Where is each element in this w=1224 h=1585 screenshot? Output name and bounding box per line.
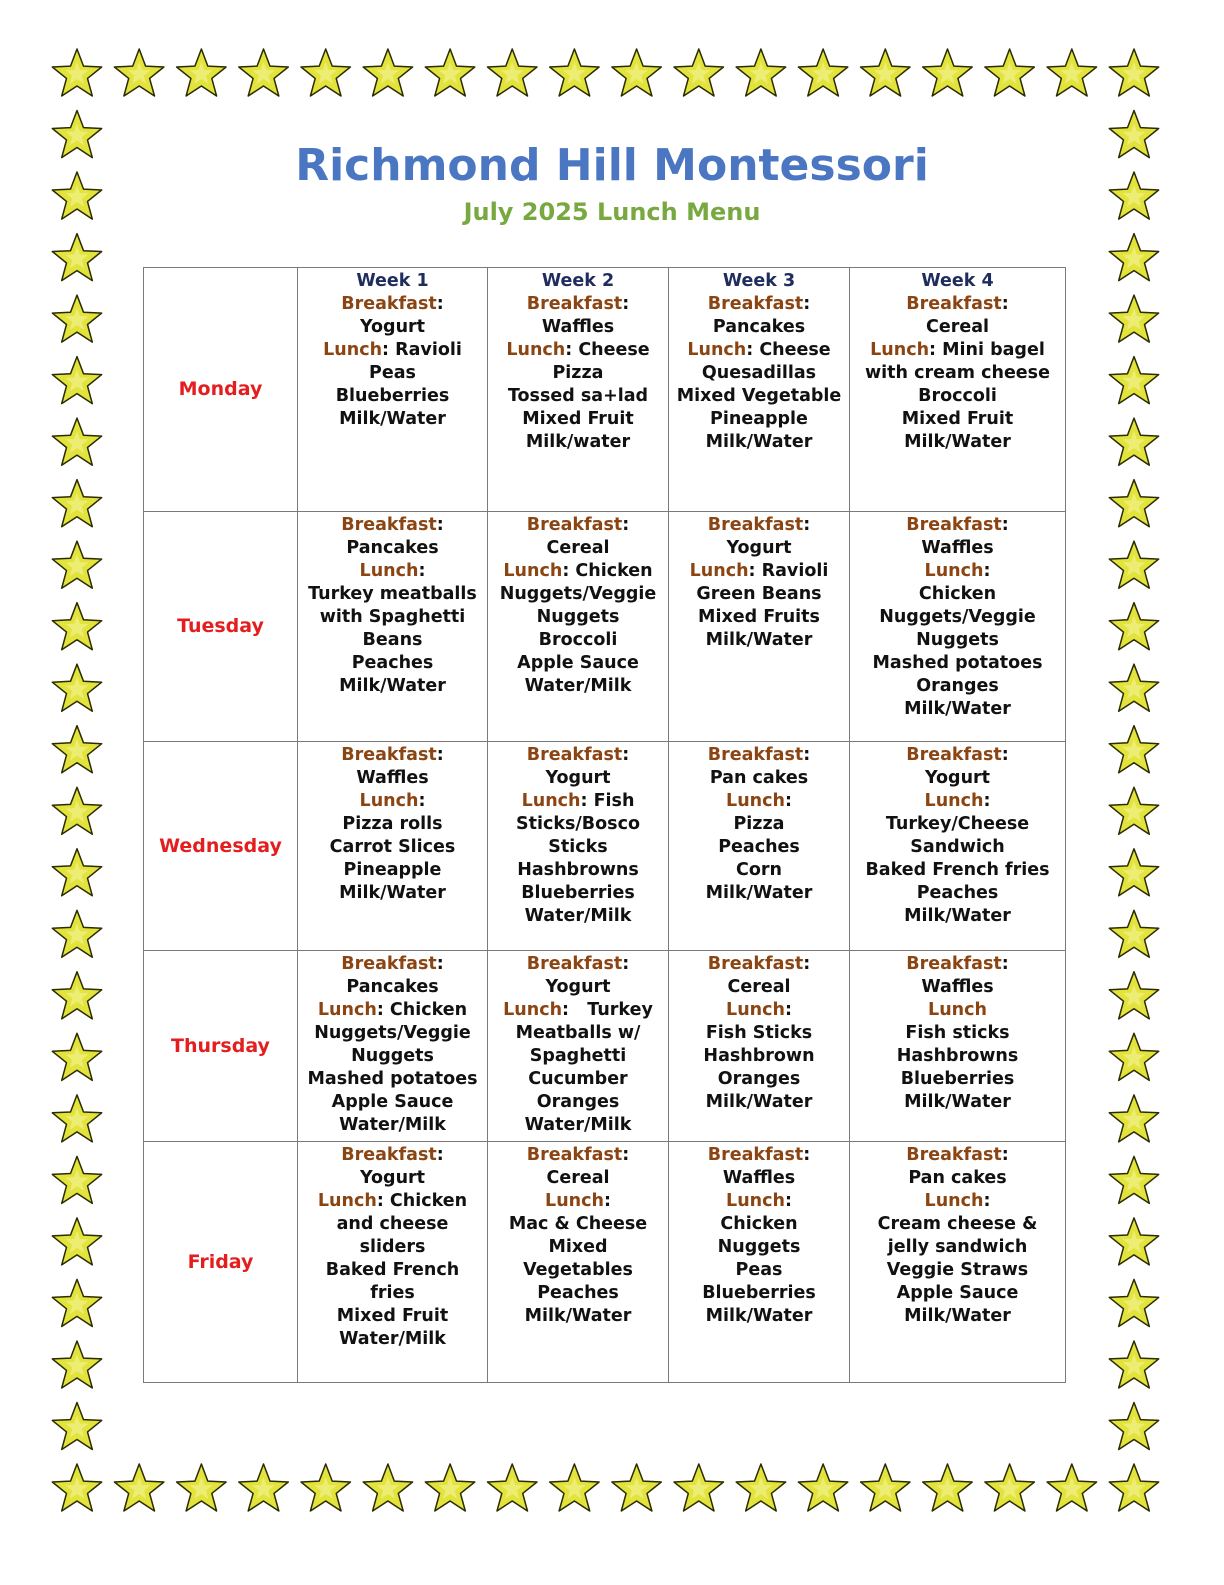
lunch-item: Veggie Straws bbox=[886, 1260, 1029, 1280]
lunch-label: Lunch bbox=[521, 791, 581, 811]
breakfast-heading bbox=[669, 1144, 849, 1167]
lunch-heading bbox=[298, 999, 487, 1022]
breakfast-label-suffix: : bbox=[803, 954, 811, 974]
lunch-heading bbox=[850, 339, 1065, 362]
page-subtitle: July 2025 Lunch Menu bbox=[463, 198, 761, 226]
lunch-item: Nuggets/Veggie bbox=[314, 1023, 471, 1043]
breakfast-label: Breakfast bbox=[526, 745, 623, 765]
breakfast-label: Breakfast bbox=[341, 515, 437, 535]
lunch-item: Mixed Vegetable bbox=[676, 386, 842, 406]
lunch-label: Lunch bbox=[359, 791, 419, 811]
lunch-label-suffix: : Cheese bbox=[565, 340, 650, 360]
breakfast-item: Yogurt bbox=[726, 538, 792, 558]
lunch-item: with cream cheese bbox=[865, 363, 1050, 383]
lunch-label: Lunch bbox=[928, 1000, 987, 1020]
breakfast-item: Pancakes bbox=[346, 538, 439, 558]
breakfast-label-suffix: : bbox=[1001, 294, 1009, 314]
breakfast-label-suffix: : bbox=[622, 954, 630, 974]
lunch-item: Blueberries bbox=[335, 386, 450, 406]
menu-cell bbox=[669, 268, 850, 512]
lunch-item: Corn bbox=[736, 860, 782, 880]
breakfast-heading bbox=[488, 514, 668, 537]
breakfast-label-suffix: : bbox=[436, 515, 444, 535]
lunch-label: Lunch bbox=[359, 561, 419, 581]
page-title: Richmond Hill Montessori bbox=[295, 140, 929, 191]
lunch-label: Lunch bbox=[870, 340, 930, 360]
breakfast-label-suffix: : bbox=[622, 294, 630, 314]
lunch-item: Hashbrown bbox=[703, 1046, 815, 1066]
day-label: Thursday bbox=[144, 951, 298, 1142]
lunch-item: Water/Milk bbox=[524, 676, 632, 696]
breakfast-item: Pancakes bbox=[712, 317, 806, 337]
week-header: Week 1 bbox=[356, 271, 429, 291]
breakfast-label: Breakfast bbox=[707, 745, 804, 765]
lunch-item: Milk/Water bbox=[904, 1306, 1011, 1326]
lunch-item: Carrot Slices bbox=[329, 837, 456, 857]
menu-cell bbox=[298, 742, 488, 951]
lunch-label-suffix: : bbox=[983, 561, 991, 581]
lunch-label: Lunch bbox=[924, 561, 984, 581]
breakfast-heading bbox=[850, 293, 1065, 316]
menu-row-friday bbox=[144, 1142, 1066, 1383]
breakfast-item: Waffles bbox=[921, 977, 994, 997]
lunch-item: with Spaghetti bbox=[319, 607, 466, 627]
lunch-heading bbox=[488, 560, 668, 583]
menu-cell bbox=[669, 742, 850, 951]
menu-cell bbox=[298, 512, 488, 742]
breakfast-label-suffix: : bbox=[1001, 745, 1009, 765]
lunch-heading bbox=[669, 339, 849, 362]
breakfast-heading bbox=[850, 744, 1065, 767]
week-header: Week 2 bbox=[541, 271, 615, 291]
lunch-item: Nuggets bbox=[916, 630, 999, 650]
lunch-item: Milk/Water bbox=[339, 676, 446, 696]
lunch-item: Milk/Water bbox=[904, 432, 1011, 452]
lunch-label-suffix: : Ravioli bbox=[382, 340, 462, 360]
lunch-item: Chicken bbox=[720, 1214, 798, 1234]
lunch-item: Oranges bbox=[717, 1069, 801, 1089]
lunch-label: Lunch bbox=[726, 1191, 785, 1211]
lunch-heading bbox=[488, 999, 668, 1022]
breakfast-label-suffix: : bbox=[1001, 1145, 1009, 1165]
menu-cell bbox=[850, 742, 1066, 951]
breakfast-item: Pan cakes bbox=[709, 768, 809, 788]
breakfast-item: Yogurt bbox=[359, 1168, 426, 1188]
lunch-item: Milk/Water bbox=[904, 699, 1011, 719]
lunch-label-suffix: : bbox=[418, 561, 426, 581]
breakfast-label-suffix: : bbox=[436, 745, 444, 765]
lunch-label: Lunch bbox=[317, 1000, 377, 1020]
lunch-item: Pizza bbox=[733, 814, 785, 834]
breakfast-label: Breakfast bbox=[526, 515, 623, 535]
lunch-label-suffix: : Chicken bbox=[376, 1000, 468, 1020]
breakfast-label: Breakfast bbox=[707, 1145, 804, 1165]
lunch-heading bbox=[488, 1190, 668, 1213]
lunch-item: Apple Sauce bbox=[517, 653, 639, 673]
lunch-item: Apple Sauce bbox=[331, 1092, 454, 1112]
breakfast-item: Yogurt bbox=[545, 768, 611, 788]
menu-table bbox=[143, 267, 1066, 1383]
lunch-item: Milk/Water bbox=[524, 1306, 632, 1326]
menu-row-tuesday bbox=[144, 512, 1066, 742]
lunch-label: Lunch bbox=[689, 561, 749, 581]
lunch-item: Cucumber bbox=[528, 1069, 628, 1089]
lunch-label-suffix: : Fish bbox=[580, 791, 635, 811]
lunch-label-suffix: : Chicken bbox=[376, 1191, 468, 1211]
lunch-heading bbox=[850, 790, 1065, 813]
lunch-item: Vegetables bbox=[523, 1260, 633, 1280]
lunch-item: Apple Sauce bbox=[896, 1283, 1019, 1303]
lunch-item: Hashbrowns bbox=[517, 860, 639, 880]
breakfast-label: Breakfast bbox=[341, 745, 437, 765]
lunch-item: Milk/Water bbox=[705, 432, 813, 452]
menu-cell bbox=[850, 268, 1066, 512]
lunch-item: Blueberries bbox=[702, 1283, 816, 1303]
lunch-label: Lunch bbox=[545, 1191, 604, 1211]
breakfast-item: Cereal bbox=[925, 317, 990, 337]
breakfast-item: Yogurt bbox=[545, 977, 611, 997]
breakfast-label-suffix: : bbox=[803, 1145, 811, 1165]
menu-row-thursday bbox=[144, 951, 1066, 1142]
lunch-label: Lunch bbox=[503, 561, 563, 581]
breakfast-item: Pancakes bbox=[346, 977, 439, 997]
lunch-item: Milk/Water bbox=[904, 906, 1011, 926]
menu-cell bbox=[488, 1142, 669, 1383]
lunch-heading bbox=[298, 1190, 487, 1213]
lunch-item: Pineapple bbox=[710, 409, 808, 429]
breakfast-label: Breakfast bbox=[526, 1145, 623, 1165]
lunch-item: Water/Milk bbox=[524, 1115, 632, 1135]
lunch-item: Fish sticks bbox=[905, 1023, 1010, 1043]
breakfast-label: Breakfast bbox=[341, 954, 437, 974]
menu-cell bbox=[850, 951, 1066, 1142]
lunch-item: Mixed bbox=[548, 1237, 608, 1257]
breakfast-heading bbox=[850, 953, 1065, 976]
breakfast-heading bbox=[850, 514, 1065, 537]
lunch-item: Milk/Water bbox=[705, 1092, 813, 1112]
lunch-item: Water/Milk bbox=[524, 906, 632, 926]
menu-cell bbox=[669, 1142, 850, 1383]
lunch-item: Oranges bbox=[536, 1092, 620, 1112]
breakfast-item: Waffles bbox=[722, 1168, 796, 1188]
breakfast-heading bbox=[669, 293, 849, 316]
lunch-heading bbox=[488, 339, 668, 362]
breakfast-item: Waffles bbox=[541, 317, 615, 337]
lunch-label: Lunch bbox=[726, 1000, 785, 1020]
lunch-item: Baked French fries bbox=[865, 860, 1050, 880]
lunch-item: Mashed potatoes bbox=[307, 1069, 478, 1089]
lunch-item: Quesadillas bbox=[701, 363, 817, 383]
lunch-item: sliders bbox=[359, 1237, 426, 1257]
breakfast-heading bbox=[488, 1144, 668, 1167]
lunch-item: Mixed Fruit bbox=[901, 409, 1014, 429]
lunch-label-suffix: : Chicken bbox=[562, 561, 653, 581]
breakfast-item: Yogurt bbox=[924, 768, 991, 788]
lunch-heading bbox=[850, 1190, 1065, 1213]
day-label: Monday bbox=[144, 268, 298, 512]
lunch-item: Mixed Fruit bbox=[522, 409, 634, 429]
lunch-heading bbox=[850, 560, 1065, 583]
lunch-item: Peaches bbox=[718, 837, 800, 857]
breakfast-heading bbox=[298, 514, 487, 537]
lunch-item: Milk/Water bbox=[904, 1092, 1011, 1112]
lunch-label-suffix: : bbox=[983, 791, 991, 811]
day-label: Tuesday bbox=[144, 512, 298, 742]
lunch-label-suffix: : bbox=[983, 1191, 991, 1211]
menu-row-wednesday bbox=[144, 742, 1066, 951]
lunch-item: Beans bbox=[362, 630, 423, 650]
lunch-item: Mixed Fruit bbox=[336, 1306, 449, 1326]
lunch-item: Milk/Water bbox=[705, 1306, 813, 1326]
lunch-label: Lunch bbox=[323, 340, 383, 360]
lunch-item: Mashed potatoes bbox=[872, 653, 1043, 673]
lunch-item: Meatballs w/ bbox=[515, 1023, 641, 1043]
lunch-item: Broccoli bbox=[918, 386, 997, 406]
breakfast-heading bbox=[298, 1144, 487, 1167]
lunch-item: Milk/Water bbox=[705, 883, 813, 903]
lunch-item: Peaches bbox=[351, 653, 434, 673]
breakfast-label-suffix: : bbox=[803, 515, 811, 535]
lunch-heading bbox=[298, 790, 487, 813]
lunch-heading bbox=[488, 790, 668, 813]
week-header: Week 3 bbox=[722, 271, 796, 291]
lunch-item: Turkey meatballs bbox=[308, 584, 477, 604]
menu-cell bbox=[669, 512, 850, 742]
breakfast-heading bbox=[669, 514, 849, 537]
menu-cell bbox=[488, 268, 669, 512]
lunch-item: Water/Milk bbox=[339, 1115, 446, 1135]
lunch-item: Blueberries bbox=[900, 1069, 1015, 1089]
lunch-heading bbox=[298, 339, 487, 362]
breakfast-heading bbox=[850, 1144, 1065, 1167]
lunch-item: Nuggets/Veggie bbox=[499, 584, 657, 604]
menu-cell bbox=[488, 951, 669, 1142]
breakfast-heading bbox=[669, 953, 849, 976]
lunch-item: Broccoli bbox=[538, 630, 618, 650]
lunch-item: Peas bbox=[735, 1260, 783, 1280]
breakfast-label-suffix: : bbox=[622, 1145, 630, 1165]
breakfast-label: Breakfast bbox=[707, 515, 804, 535]
day-label: Friday bbox=[144, 1142, 298, 1383]
menu-cell bbox=[298, 268, 488, 512]
lunch-item: Blueberries bbox=[521, 883, 635, 903]
lunch-item: Baked French bbox=[325, 1260, 460, 1280]
lunch-label: Lunch bbox=[726, 791, 785, 811]
lunch-label-suffix: : bbox=[784, 791, 792, 811]
lunch-heading bbox=[669, 560, 849, 583]
breakfast-item: Cereal bbox=[546, 538, 610, 558]
breakfast-heading bbox=[488, 293, 668, 316]
lunch-label: Lunch bbox=[924, 1191, 984, 1211]
lunch-heading bbox=[669, 1190, 849, 1213]
breakfast-label: Breakfast bbox=[906, 294, 1002, 314]
breakfast-item: Waffles bbox=[921, 538, 994, 558]
lunch-item: Water/Milk bbox=[339, 1329, 446, 1349]
lunch-label-suffix: : bbox=[418, 791, 426, 811]
lunch-item: Nuggets bbox=[351, 1046, 434, 1066]
lunch-heading bbox=[298, 560, 487, 583]
breakfast-item: Cereal bbox=[546, 1168, 610, 1188]
breakfast-label-suffix: : bbox=[436, 1145, 444, 1165]
breakfast-heading bbox=[488, 744, 668, 767]
lunch-label-suffix: : Cheese bbox=[746, 340, 831, 360]
lunch-heading bbox=[669, 999, 849, 1022]
lunch-item: jelly sandwich bbox=[887, 1237, 1028, 1257]
menu-cell bbox=[850, 1142, 1066, 1383]
lunch-item: Spaghetti bbox=[529, 1046, 627, 1066]
breakfast-item: Cereal bbox=[727, 977, 791, 997]
lunch-label: Lunch bbox=[924, 791, 984, 811]
breakfast-heading bbox=[669, 744, 849, 767]
breakfast-label-suffix: : bbox=[622, 515, 630, 535]
lunch-item: Peas bbox=[369, 363, 416, 383]
breakfast-label: Breakfast bbox=[906, 745, 1002, 765]
breakfast-label: Breakfast bbox=[707, 294, 804, 314]
lunch-item: Sandwich bbox=[910, 837, 1005, 857]
lunch-item: Pizza bbox=[552, 363, 604, 383]
menu-row-monday bbox=[144, 268, 1066, 512]
breakfast-label-suffix: : bbox=[803, 294, 811, 314]
lunch-item: Milk/Water bbox=[339, 883, 446, 903]
lunch-item: Pineapple bbox=[343, 860, 442, 880]
menu-cell bbox=[298, 951, 488, 1142]
week-header: Week 4 bbox=[921, 271, 994, 291]
breakfast-label: Breakfast bbox=[341, 1145, 437, 1165]
menu-cell bbox=[850, 512, 1066, 742]
breakfast-heading bbox=[298, 293, 487, 316]
lunch-item: Nuggets bbox=[717, 1237, 801, 1257]
breakfast-label-suffix: : bbox=[436, 954, 444, 974]
lunch-label: Lunch bbox=[317, 1191, 377, 1211]
lunch-item: Turkey/Cheese bbox=[885, 814, 1030, 834]
breakfast-label: Breakfast bbox=[526, 294, 623, 314]
lunch-item: Sticks/Bosco bbox=[516, 814, 640, 834]
breakfast-label: Breakfast bbox=[341, 294, 437, 314]
lunch-label-suffix: : bbox=[784, 1000, 792, 1020]
breakfast-label: Breakfast bbox=[526, 954, 623, 974]
lunch-label: Lunch bbox=[687, 340, 747, 360]
breakfast-label-suffix: : bbox=[436, 294, 444, 314]
breakfast-label: Breakfast bbox=[906, 515, 1002, 535]
menu-cell bbox=[298, 1142, 488, 1383]
breakfast-label-suffix: : bbox=[1001, 954, 1009, 974]
breakfast-label-suffix: : bbox=[622, 745, 630, 765]
lunch-label-suffix: : Ravioli bbox=[748, 561, 829, 581]
lunch-item: Pizza rolls bbox=[342, 814, 443, 834]
lunch-label-suffix: : Turkey bbox=[562, 1000, 653, 1020]
lunch-item: Tossed sa+lad bbox=[507, 386, 649, 406]
breakfast-heading bbox=[298, 953, 487, 976]
lunch-label-suffix: : Mini bagel bbox=[929, 340, 1045, 360]
lunch-item: Milk/water bbox=[525, 432, 631, 452]
lunch-item: fries bbox=[370, 1283, 415, 1303]
lunch-item: Nuggets/Veggie bbox=[879, 607, 1036, 627]
lunch-item: Milk/Water bbox=[339, 409, 446, 429]
menu-cell bbox=[669, 951, 850, 1142]
breakfast-label-suffix: : bbox=[1001, 515, 1009, 535]
lunch-item: Cream cheese & bbox=[877, 1214, 1038, 1234]
breakfast-heading bbox=[298, 744, 487, 767]
lunch-item: Mixed Fruits bbox=[698, 607, 820, 627]
lunch-label: Lunch bbox=[503, 1000, 563, 1020]
lunch-item: Peaches bbox=[916, 883, 999, 903]
menu-cell bbox=[488, 742, 669, 951]
lunch-heading bbox=[850, 999, 1065, 1022]
lunch-label-suffix: : bbox=[603, 1191, 611, 1211]
lunch-item: Nuggets bbox=[536, 607, 620, 627]
lunch-item: Milk/Water bbox=[705, 630, 813, 650]
lunch-item: Oranges bbox=[916, 676, 999, 696]
lunch-item: and cheese bbox=[336, 1214, 449, 1234]
breakfast-label: Breakfast bbox=[906, 1145, 1002, 1165]
lunch-item: Peaches bbox=[537, 1283, 619, 1303]
lunch-item: Fish Sticks bbox=[705, 1023, 813, 1043]
breakfast-label-suffix: : bbox=[803, 745, 811, 765]
lunch-item: Chicken bbox=[918, 584, 997, 604]
menu-cell bbox=[488, 512, 669, 742]
lunch-label: Lunch bbox=[506, 340, 566, 360]
breakfast-item: Waffles bbox=[356, 768, 429, 788]
lunch-item: Green Beans bbox=[696, 584, 822, 604]
lunch-heading bbox=[669, 790, 849, 813]
lunch-item: Mac & Cheese bbox=[508, 1214, 648, 1234]
breakfast-heading bbox=[488, 953, 668, 976]
lunch-label-suffix: : bbox=[784, 1191, 792, 1211]
day-label: Wednesday bbox=[144, 742, 298, 951]
breakfast-item: Pan cakes bbox=[908, 1168, 1007, 1188]
breakfast-label: Breakfast bbox=[906, 954, 1002, 974]
breakfast-label: Breakfast bbox=[707, 954, 804, 974]
lunch-item: Sticks bbox=[548, 837, 608, 857]
lunch-item: Hashbrowns bbox=[896, 1046, 1019, 1066]
breakfast-item: Yogurt bbox=[359, 317, 426, 337]
